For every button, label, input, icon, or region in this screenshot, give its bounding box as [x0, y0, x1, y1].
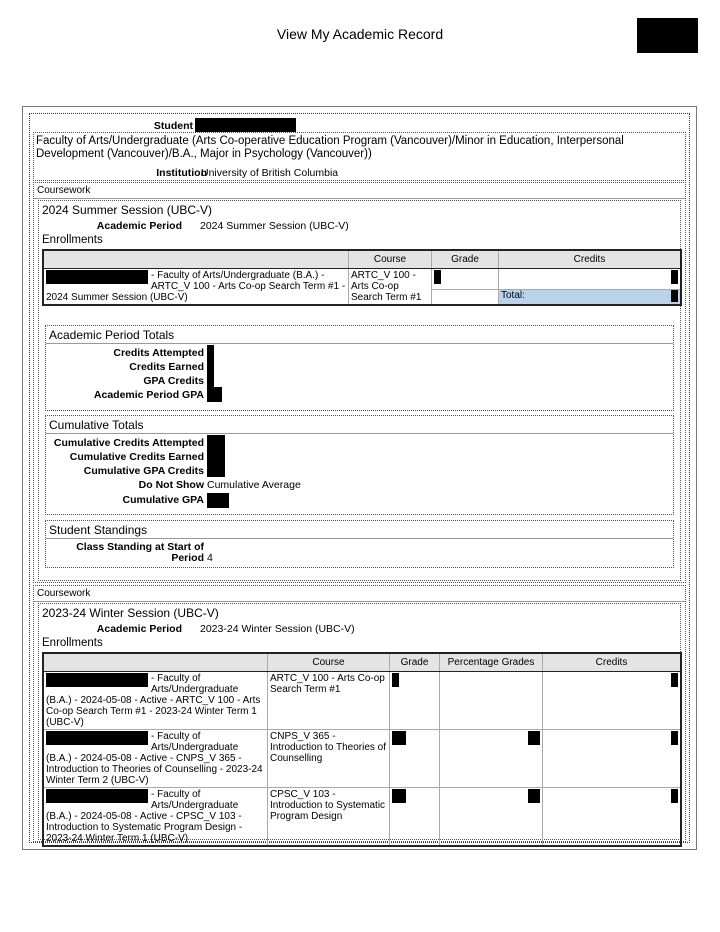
coursework-label: Coursework — [37, 185, 91, 196]
redacted-block — [46, 731, 148, 745]
redacted-block — [207, 387, 222, 402]
enrollment-course: CNPS_V 365 - Introduction to Theories of Counselling — [268, 730, 390, 788]
totals-label: Cumulative Credits Attempted — [53, 437, 204, 449]
do-not-show-value: Cumulative Average — [207, 479, 301, 491]
enrollment-course: ARTC_V 100 - Arts Co-op Search Term #1 — [349, 269, 432, 306]
column-header-description — [43, 250, 349, 269]
enrollment-description: - Faculty of Arts/Undergraduate (B.A.) - 2024-05-08 - Active - ARTC_V 100 - Arts Co-op Search Term #1 - 2023-24 Winter Term 1 (UBC-V) — [46, 673, 261, 728]
column-header-grade: Grade — [432, 250, 499, 269]
table-row — [43, 788, 681, 847]
totals-label: Credits Attempted — [113, 347, 204, 359]
totals-label: Credits Earned — [129, 361, 204, 373]
column-header-grade: Grade — [390, 653, 440, 672]
enrollments-table-winter — [42, 652, 682, 847]
session-winter — [38, 603, 681, 844]
percentage-grade-redacted — [528, 789, 540, 803]
total-redacted — [671, 290, 678, 302]
totals-label: Academic Period GPA — [93, 389, 204, 401]
academic-period-value: 2023-24 Winter Session (UBC-V) — [200, 623, 355, 635]
session-title: 2023-24 Winter Session (UBC-V) — [42, 606, 219, 620]
totals-label: GPA Credits — [143, 375, 204, 387]
totals-label: Do Not Show — [138, 479, 204, 491]
academic-period-label: Academic Period — [96, 623, 182, 635]
student-row — [30, 118, 689, 132]
redacted-block — [207, 345, 214, 387]
column-header-course: Course — [349, 250, 432, 269]
totals-label: Cumulative GPA Credits — [83, 465, 204, 477]
academic-period-label: Academic Period — [96, 220, 182, 232]
enrollments-title: Enrollments — [42, 637, 103, 649]
standing-value: 4 — [207, 552, 213, 564]
enrollment-course: ARTC_V 100 - Arts Co-op Search Term #1 — [268, 672, 390, 730]
cumulative-totals — [45, 415, 674, 515]
enrollment-description: - Faculty of Arts/Undergraduate (B.A.) - 2024-05-08 - Active - CNPS_V 365 - Introduction to Theories of Counselling - 2023-24 Winter Term 2 (UBC-V) — [46, 731, 263, 786]
column-header-percentage-grades: Percentage Grades — [440, 653, 543, 672]
enrollments-title: Enrollments — [42, 234, 103, 246]
grade-redacted — [434, 270, 441, 284]
table-header-row — [43, 653, 681, 672]
enrollment-description: - Faculty of Arts/Undergraduate (B.A.) - ARTC_V 100 - Arts Co-op Search Term #1 - 2024 Summer Session (UBC-V) — [46, 270, 346, 303]
column-header-description — [43, 653, 268, 672]
student-standings — [45, 520, 674, 568]
page-title: View My Academic Record — [276, 26, 444, 42]
column-header-credits: Credits — [543, 653, 682, 672]
redacted-block — [46, 270, 148, 284]
totals-label: Cumulative GPA — [122, 494, 204, 506]
totals-label: Cumulative Credits Earned — [69, 451, 204, 463]
percentage-grade-redacted — [528, 731, 540, 745]
grade-redacted — [392, 673, 399, 687]
credits-redacted — [671, 270, 678, 284]
table-row — [43, 730, 681, 788]
credits-redacted — [671, 789, 678, 803]
section-title: Cumulative Totals — [49, 418, 144, 432]
credits-redacted — [671, 673, 678, 687]
enrollment-description: - Faculty of Arts/Undergraduate (B.A.) - 2024-05-08 - Active - CPSC_V 103 - Introduction to Systematic Program Design - 2023-24 Winter Term 1 (UBC-V) — [46, 789, 243, 844]
institution-label: Institution — [156, 167, 207, 179]
section-title: Student Standings — [49, 523, 148, 537]
standing-label-line1: Class Standing at Start of — [76, 541, 204, 553]
standing-label-line2: Period — [171, 552, 204, 564]
enrollment-course: CPSC_V 103 - Introduction to Systematic Program Design — [268, 788, 390, 847]
student-label: Student — [153, 120, 193, 132]
program-description: Faculty of Arts/Undergraduate (Arts Co-operative Education Program (Vancouver)/Minor in Education, Interpersonal Development (Vancouver)/B.A., Major in Psychology (Vancouver)) — [36, 135, 624, 160]
total-label: Total: — [501, 289, 525, 301]
table-header-row — [43, 250, 681, 269]
academic-record-inner — [29, 113, 690, 843]
session-title: 2024 Summer Session (UBC-V) — [42, 203, 213, 217]
redacted-block — [207, 435, 225, 477]
academic-record-frame — [22, 106, 697, 850]
student-name-redacted — [195, 118, 296, 132]
redacted-block — [207, 493, 229, 508]
academic-period-totals — [45, 325, 674, 411]
table-row — [43, 269, 681, 290]
coursework-section-winter — [33, 585, 686, 842]
credits-redacted — [671, 731, 678, 745]
redacted-block — [46, 789, 148, 803]
session-summer — [38, 200, 681, 581]
coursework-section-summer — [33, 182, 686, 583]
table-row — [43, 672, 681, 730]
column-header-credits: Credits — [499, 250, 682, 269]
section-title: Academic Period Totals — [49, 328, 175, 342]
redacted-block — [46, 673, 148, 687]
institution-value: University of British Columbia — [201, 167, 339, 179]
enrollments-table-summer — [42, 249, 682, 306]
coursework-label: Coursework — [37, 588, 91, 599]
academic-period-value: 2024 Summer Session (UBC-V) — [200, 220, 349, 232]
grade-redacted — [392, 731, 406, 745]
grade-redacted — [392, 789, 406, 803]
program-box — [33, 132, 686, 181]
redacted-block — [637, 18, 698, 53]
column-header-course: Course — [268, 653, 390, 672]
